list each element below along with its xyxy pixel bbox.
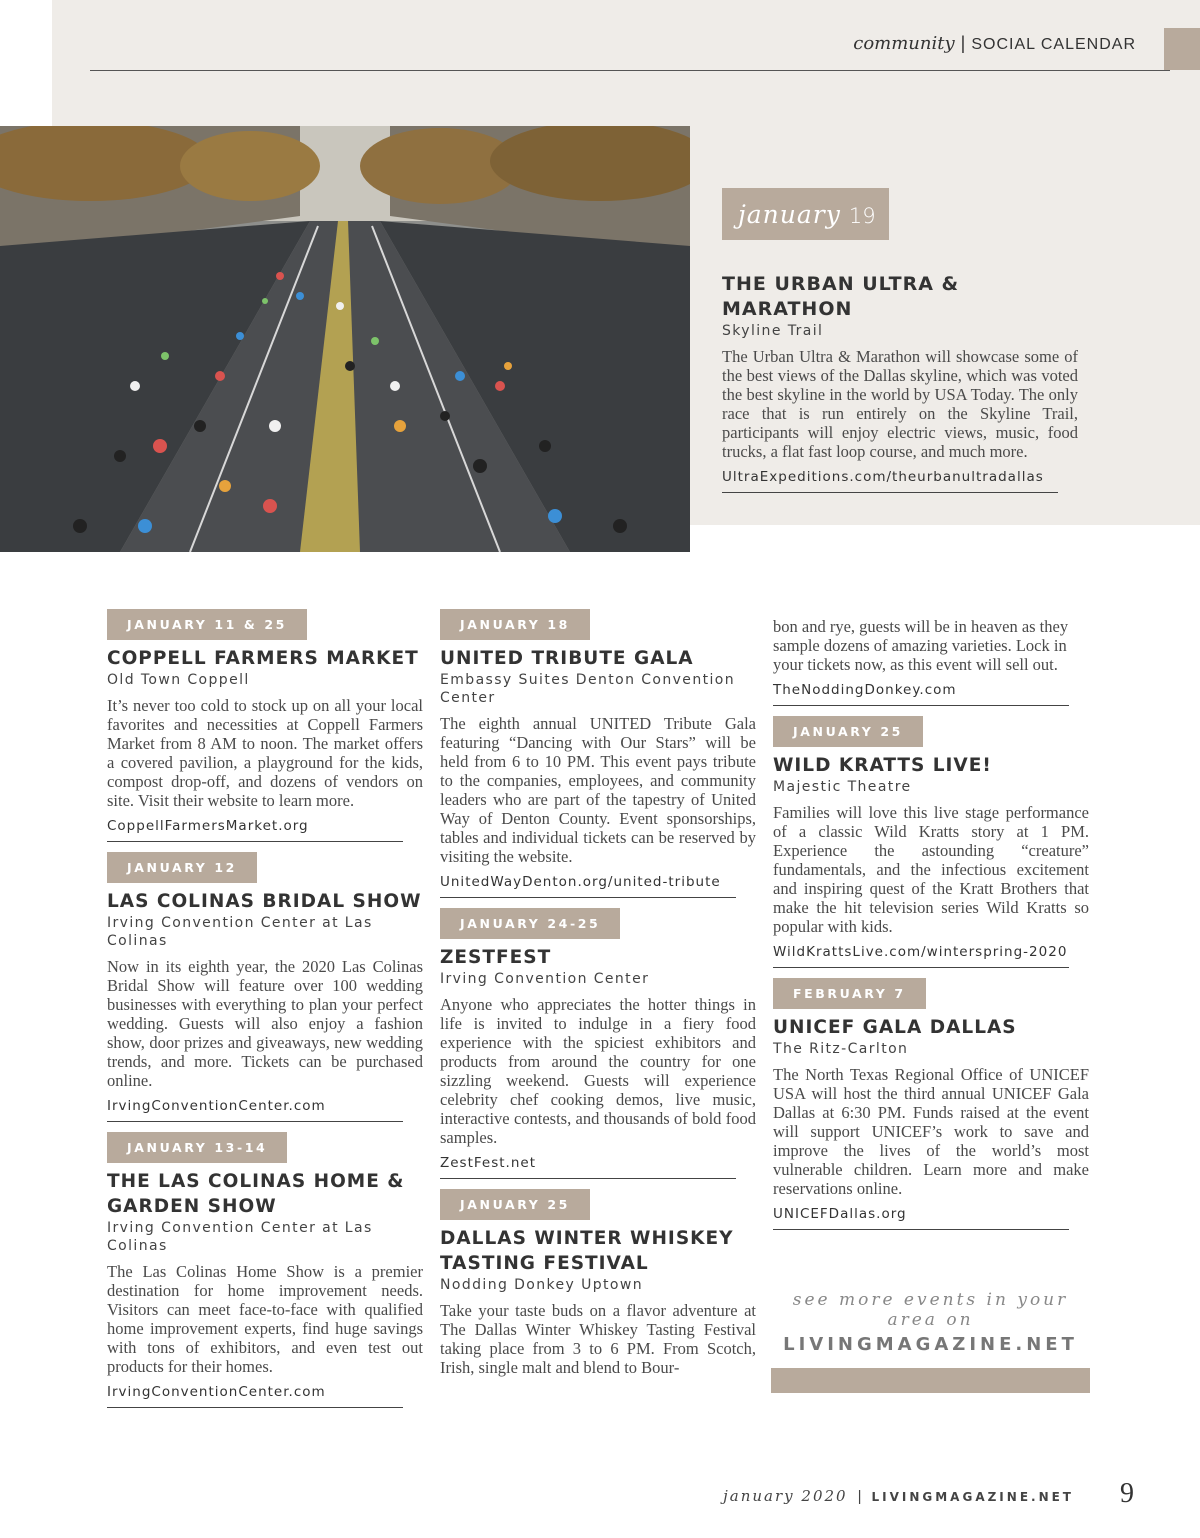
event-description: Anyone who appreciates the hotter things in life is invited to indulge in a fiery food experience with the spiciest exhibitors and products from around the country for one sizzling weekend. Guests will experience celebrity chef cooking demos, live music, interactive contests, and thousands of bold food samples. xyxy=(440,995,756,1147)
event-date-badge: JANUARY 11 & 25 xyxy=(107,609,307,640)
event-link[interactable]: TheNoddingDonkey.com xyxy=(773,682,1069,706)
event-venue: Irving Convention Center at Las Colinas xyxy=(107,1220,373,1254)
featured-date-month: january xyxy=(738,200,841,229)
event-description: Families will love this live stage performance of a classic Wild Kratts story at 1 PM. Experience the astounding “creature” fundamentals, and the infectious excitement and inspiring quest of the Kratt Brothers that make the hit television series Wild Kratts so popular with kids. xyxy=(773,803,1089,936)
event-venue: Majestic Theatre xyxy=(773,779,912,795)
event-venue: Nodding Donkey Uptown xyxy=(440,1277,643,1293)
category-label: SOCIAL CALENDAR xyxy=(971,36,1136,53)
event-link[interactable]: IrvingConventionCenter.com xyxy=(107,1098,403,1122)
section-label: community xyxy=(853,33,955,54)
event-link[interactable]: WildKrattsLive.com/winterspring-2020 xyxy=(773,944,1069,968)
event-link[interactable]: IrvingConventionCenter.com xyxy=(107,1384,403,1408)
event-title: DALLAS WINTER WHISKEY TASTING FESTIVAL xyxy=(440,1228,734,1274)
featured-date-day: 19 xyxy=(848,204,876,228)
event-description: Now in its eighth year, the 2020 Las Colinas Bridal Show will feature over 100 wedding businesses with everything to plan your perfect wedding. Guests will also enjoy a fashion show, door prizes and giveaways, new wedding trends, and more. Tickets can be purchased online. xyxy=(107,957,423,1090)
event-venue: Embassy Suites Denton Convention Center xyxy=(440,672,736,706)
event-venue: Old Town Coppell xyxy=(107,672,250,688)
footer-issue: january 2020 xyxy=(723,1487,848,1505)
event-description: It’s never too cold to stock up on all your local favorites and necessities at Coppell Farmers Market from 8 AM to noon. The market offers a covered pavilion, a playground for the kids, compost drop-off, and dozens of vendors on site. Visit their website to learn more. xyxy=(107,696,423,810)
event-description: Take your taste buds on a flavor adventure at The Dallas Winter Whiskey Tasting Festival taking place from 3 to 6 PM. From Scotch, Irish, single malt and blend to Bour- xyxy=(440,1301,756,1377)
footer-separator: | xyxy=(857,1488,862,1505)
column-3 xyxy=(773,617,1089,1240)
header-rule xyxy=(90,70,1170,71)
featured-date-badge xyxy=(722,188,889,240)
featured-title: THE URBAN ULTRA & MARATHON xyxy=(722,273,960,320)
event-united-tribute-gala xyxy=(440,609,756,898)
event-date-badge: JANUARY 18 xyxy=(440,609,590,640)
column-1 xyxy=(107,609,423,1418)
column-2 xyxy=(440,609,756,1387)
event-description-continued: bon and rye, guests will be in heaven as they sample dozens of amazing varieties. Lock in your tickets now, as this event will sell out. xyxy=(773,617,1069,674)
event-wild-kratts-live xyxy=(773,716,1089,968)
event-coppell-farmers-market xyxy=(107,609,423,842)
page-footer xyxy=(723,1487,1074,1506)
featured-event xyxy=(722,272,1078,493)
footer-site: LIVINGMAGAZINE.NET xyxy=(871,1490,1074,1504)
event-unicef-gala xyxy=(773,978,1089,1230)
event-title: WILD KRATTS LIVE! xyxy=(773,755,992,776)
event-whiskey-continuation xyxy=(773,617,1089,706)
event-zestfest xyxy=(440,908,756,1179)
event-venue: The Ritz-Carlton xyxy=(773,1041,909,1057)
event-venue: Irving Convention Center xyxy=(440,971,650,987)
event-date-badge: JANUARY 12 xyxy=(107,852,257,883)
event-date-badge: JANUARY 25 xyxy=(773,716,923,747)
event-date-badge: JANUARY 24-25 xyxy=(440,908,620,939)
event-home-garden-show xyxy=(107,1132,423,1408)
header-tab xyxy=(1164,28,1200,70)
featured-venue: Skyline Trail xyxy=(722,323,824,339)
event-title: THE LAS COLINAS HOME & GARDEN SHOW xyxy=(107,1171,405,1217)
event-title: ZESTFEST xyxy=(440,947,552,968)
marathon-photo xyxy=(0,126,690,552)
event-las-colinas-bridal-show xyxy=(107,852,423,1122)
see-more-text: see more events in your area on xyxy=(792,1290,1069,1330)
event-description: The eighth annual UNITED Tribute Gala featuring “Dancing with Our Stars” will be held from 6 to 10 PM. This event pays tribute to the companies, employees, and community leaders who are part of the tapestry of United Way of Denton County. Event sponsorships, tables and individual tickets can be reserved by visiting the website. xyxy=(440,714,756,866)
featured-description: The Urban Ultra & Marathon will showcase some of the best views of the Dallas skyline, which was voted the best skyline in the world by USA Today. The only race that is run entirely on the Skyline Trail, participants will enjoy electric views, music, food trucks, a flat fast loop course, and much more. xyxy=(722,347,1078,461)
event-date-badge: JANUARY 25 xyxy=(440,1189,590,1220)
event-title: UNICEF GALA DALLAS xyxy=(773,1017,1017,1038)
event-title: COPPELL FARMERS MARKET xyxy=(107,648,419,669)
see-more-promo xyxy=(771,1290,1090,1355)
event-title: UNITED TRIBUTE GALA xyxy=(440,648,694,669)
page-number: 9 xyxy=(1120,1478,1134,1509)
event-link[interactable]: CoppellFarmersMarket.org xyxy=(107,818,403,842)
promo-bar xyxy=(771,1368,1090,1393)
event-title: LAS COLINAS BRIDAL SHOW xyxy=(107,891,422,912)
event-link[interactable]: UnitedWayDenton.org/united-tribute xyxy=(440,874,736,898)
header-separator: | xyxy=(960,33,966,53)
page-header xyxy=(853,33,1136,54)
event-venue: Irving Convention Center at Las Colinas xyxy=(107,915,373,949)
event-date-badge: FEBRUARY 7 xyxy=(773,978,926,1009)
event-description: The North Texas Regional Office of UNICEF USA will host the third annual UNICEF Gala Dallas at 6:30 PM. Funds raised at the event will support UNICEF’s work to save and improve the lives of the world’s most vulnerable children. Learn more and make reservations online. xyxy=(773,1065,1089,1198)
event-link[interactable]: UNICEFDallas.org xyxy=(773,1206,1069,1230)
see-more-url[interactable]: LIVINGMAGAZINE.NET xyxy=(783,1334,1078,1355)
event-description: The Las Colinas Home Show is a premier destination for home improvement needs. Visitors can meet face-to-face with qualified home improvement experts, find huge savings with tons of exhibitors, and even test out products for their homes. xyxy=(107,1262,423,1376)
event-winter-whiskey-festival xyxy=(440,1189,756,1377)
featured-link[interactable]: UltraExpeditions.com/theurbanultradallas xyxy=(722,469,1058,493)
event-link[interactable]: ZestFest.net xyxy=(440,1155,736,1179)
event-date-badge: JANUARY 13-14 xyxy=(107,1132,287,1163)
